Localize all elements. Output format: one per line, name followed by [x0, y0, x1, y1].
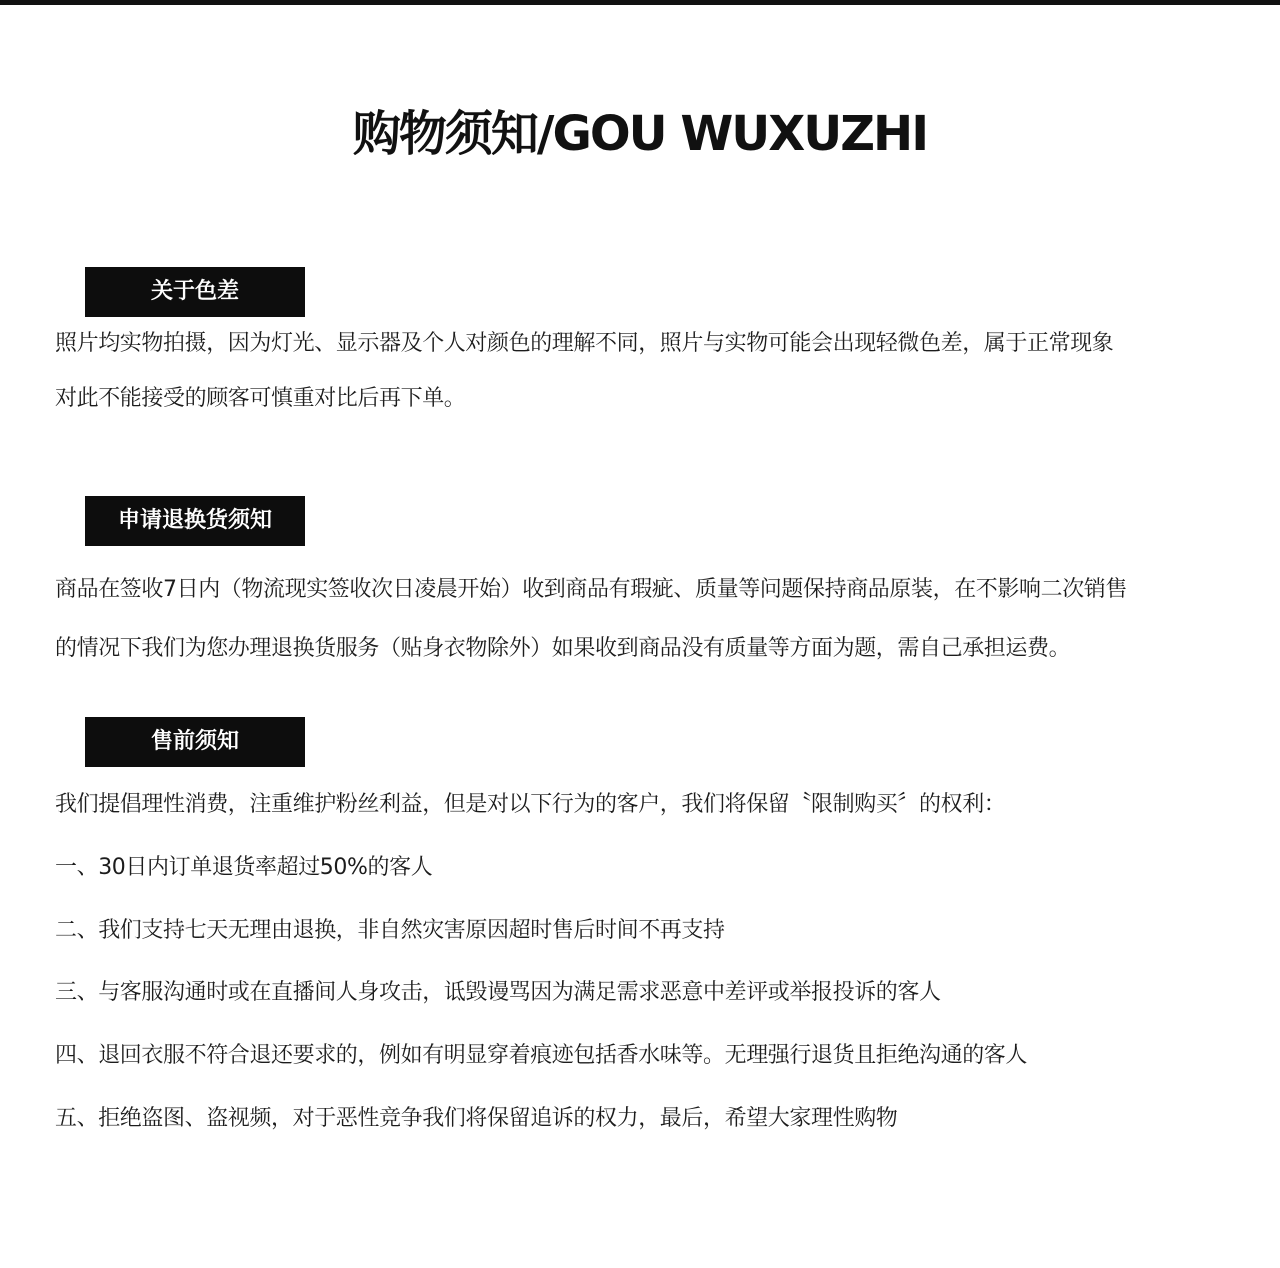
top-border-rule — [0, 0, 1280, 5]
list-item: 二、我们支持七天无理由退换，非自然灾害原因超时售后时间不再支持 — [55, 918, 725, 943]
section-label-pre-sale: 售前须知 — [85, 717, 305, 767]
page-title: 购物须知/GOU WUXUZHI — [352, 106, 928, 162]
section-text-line: 我们提倡理性消费，注重维护粉丝利益，但是对以下行为的客户，我们将保留〝限制购买〞的权利： — [55, 792, 1006, 817]
section-text-line: 对此不能接受的顾客可慎重对比后再下单。 — [55, 386, 466, 411]
list-item: 五、拒绝盗图、盗视频，对于恶性竞争我们将保留追诉的权力，最后，希望大家理性购物 — [55, 1106, 898, 1131]
section-label-return-exchange: 申请退换货须知 — [85, 496, 305, 546]
list-item: 三、与客服沟通时或在直播间人身攻击，诋毁谩骂因为满足需求恶意中差评或举报投诉的客人 — [55, 980, 941, 1005]
section-label-color-difference: 关于色差 — [85, 267, 305, 317]
section-text-line: 的情况下我们为您办理退换货服务（贴身衣物除外）如果收到商品没有质量等方面为题，需自己承担运费。 — [55, 636, 1071, 661]
section-text-line: 商品在签收7日内（物流现实签收次日凌晨开始）收到商品有瑕疵、质量等问题保持商品原装，在不影响二次销售 — [55, 577, 1128, 602]
list-item: 四、退回衣服不符合退还要求的，例如有明显穿着痕迹包括香水味等。无理强行退货且拒绝沟通的客人 — [55, 1043, 1028, 1068]
list-item: 一、30日内订单退货率超过50%的客人 — [55, 855, 433, 880]
section-text-line: 照片均实物拍摄，因为灯光、显示器及个人对颜色的理解不同，照片与实物可能会出现轻微色差，属于正常现象 — [55, 331, 1114, 356]
